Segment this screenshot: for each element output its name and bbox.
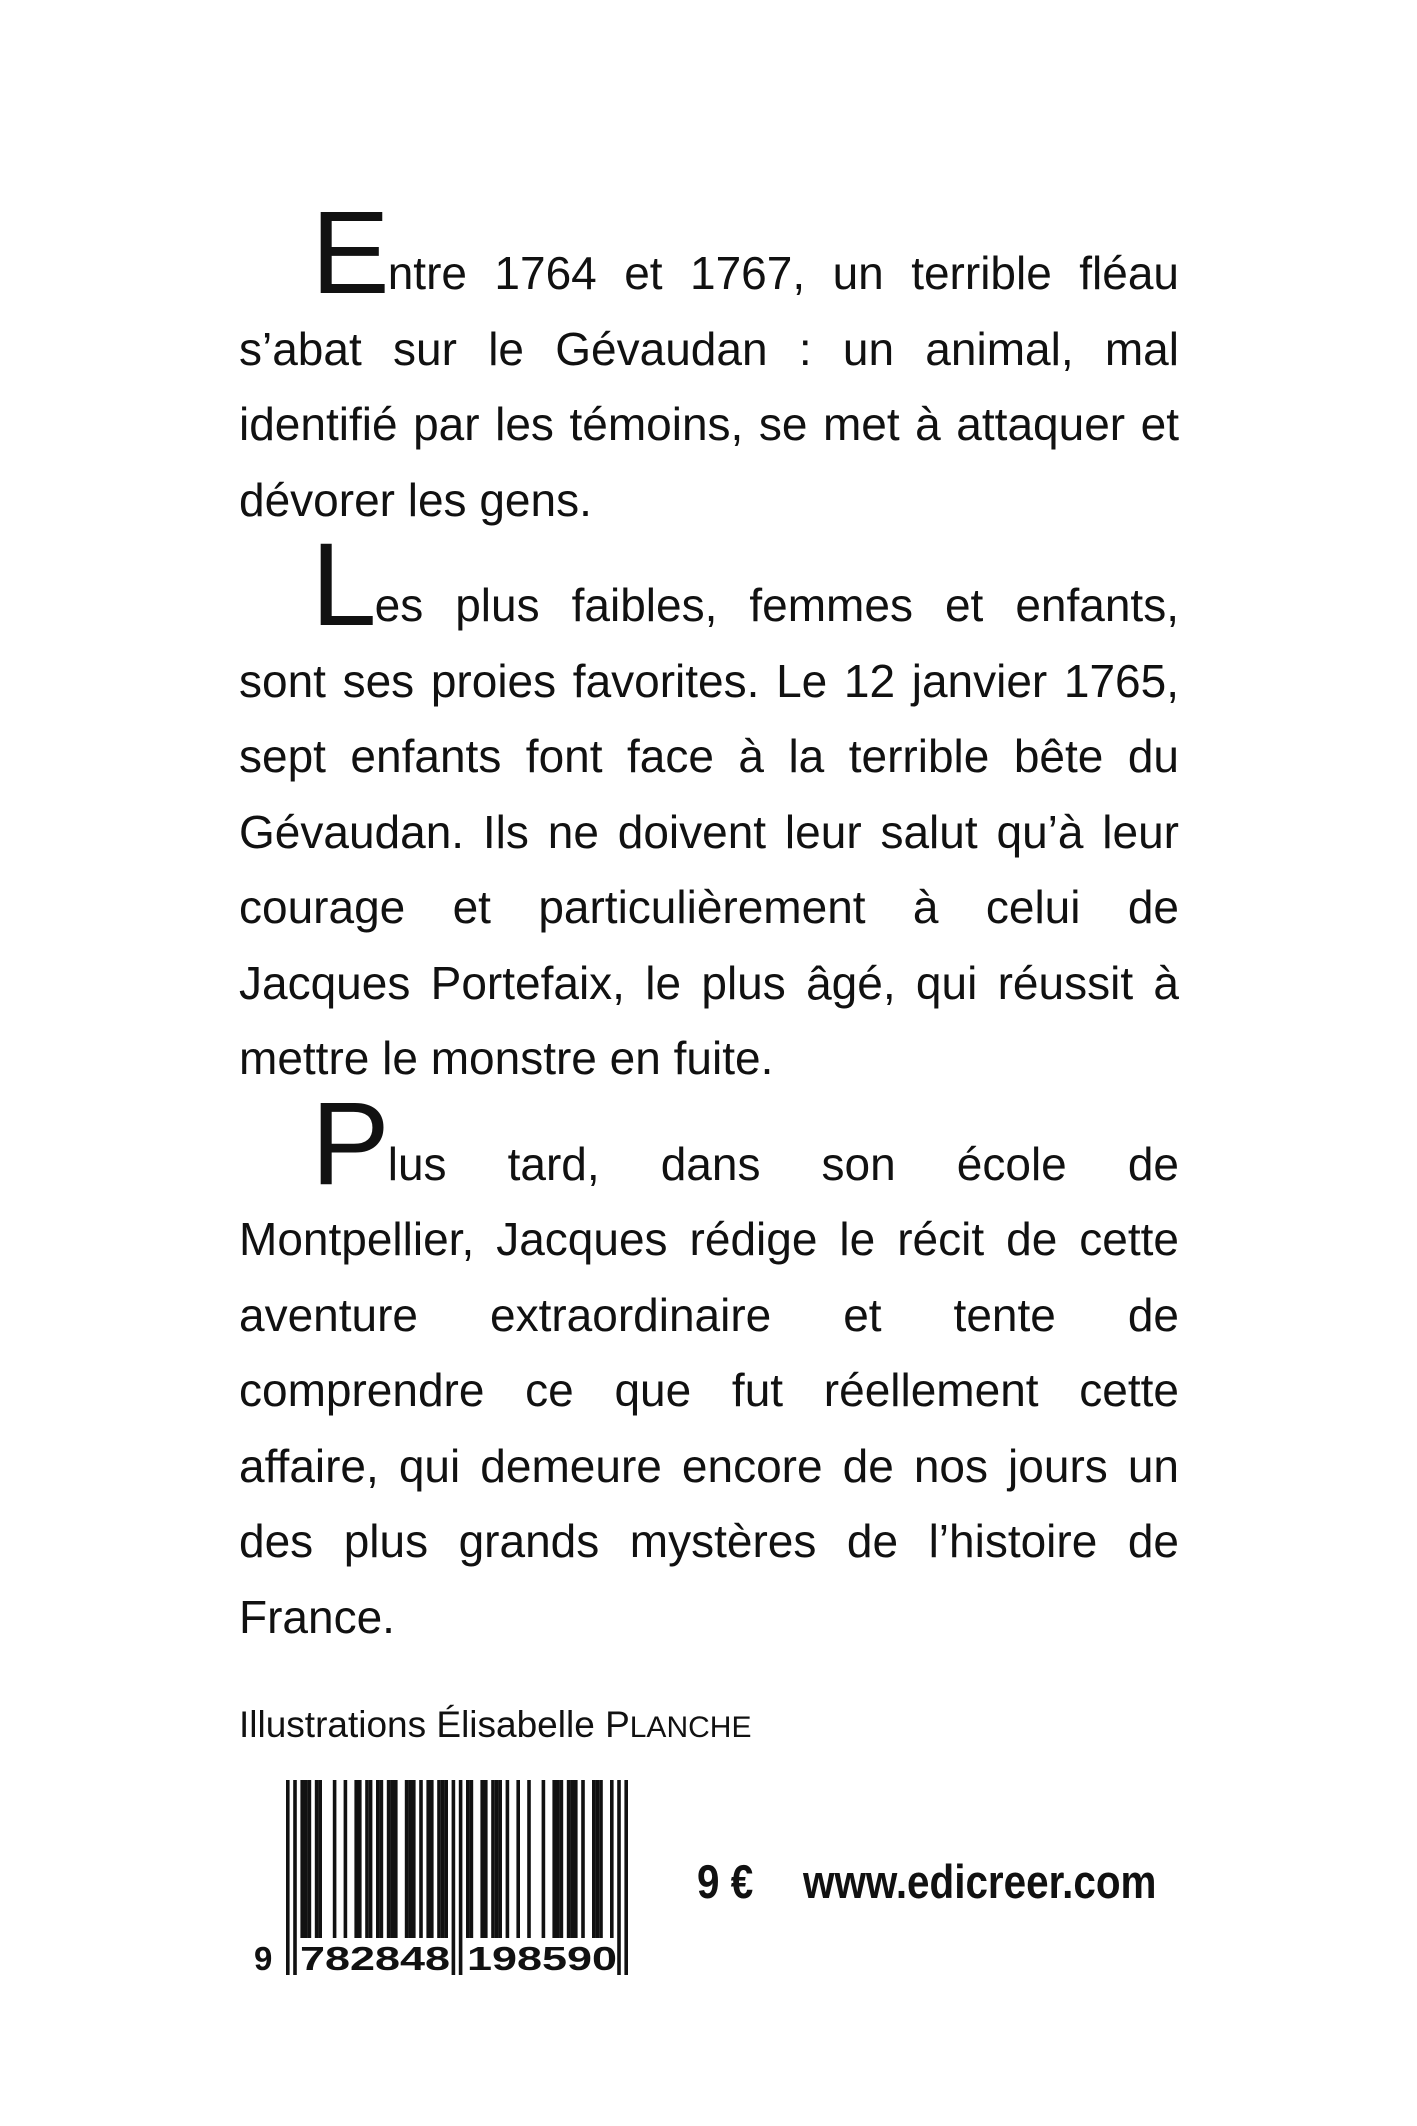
barcode-bar	[570, 1780, 574, 1938]
barcode-bar	[542, 1780, 546, 1938]
barcode-bar	[437, 1780, 441, 1938]
isbn-barcode	[250, 1780, 666, 1975]
barcode-bar	[441, 1780, 445, 1938]
barcode-bar	[358, 1780, 362, 1938]
barcode-bar	[552, 1780, 556, 1938]
barcode-bar	[344, 1780, 348, 1938]
barcode-bar	[527, 1780, 531, 1938]
illustrator-credit: Illustrations Élisabelle PLANCHE	[239, 1704, 752, 1745]
barcode-bar	[495, 1780, 499, 1938]
barcode-bar	[617, 1780, 621, 1975]
barcode-bar	[599, 1780, 603, 1938]
barcode-first-digit: 9	[254, 1940, 273, 1975]
barcode-bar	[412, 1780, 416, 1938]
barcode-bar	[596, 1780, 600, 1938]
barcode-bar	[304, 1780, 308, 1938]
barcode-bar	[610, 1780, 614, 1938]
barcode-right-digits: 198590	[467, 1940, 617, 1975]
barcode-bar	[498, 1780, 502, 1938]
paragraph-2	[239, 519, 1179, 1097]
barcode-bar	[466, 1780, 470, 1938]
price: 9 €	[697, 1855, 754, 1908]
barcode-bar	[376, 1780, 380, 1938]
barcode-bar	[426, 1780, 430, 1938]
barcode-bar	[480, 1780, 484, 1938]
barcode-bar	[506, 1780, 510, 1938]
barcode-bar	[387, 1780, 391, 1938]
barcode-bar	[394, 1780, 398, 1938]
barcode-bar	[369, 1780, 373, 1938]
barcode-bar	[405, 1780, 409, 1938]
paragraph-text: lus tard, dans son école de Montpellier, Jacques rédige le récit de cette aventure extraordinaire et tente de comprendre ce que fut réellement cette affaire, qui demeure encore de nos jours un des plus grands mystères de l’histoire de France.	[239, 1137, 1179, 1643]
barcode-bar	[390, 1780, 394, 1938]
drop-cap: E	[311, 187, 388, 319]
barcode-bar	[300, 1780, 304, 1938]
back-cover-text	[239, 187, 1179, 1685]
barcode-bar	[354, 1780, 358, 1938]
barcode-bar	[581, 1780, 585, 1938]
drop-cap: P	[311, 1077, 388, 1210]
barcode-bar	[574, 1780, 578, 1938]
barcode-bar	[419, 1780, 423, 1938]
barcode-bar	[459, 1780, 463, 1975]
paragraph-3	[239, 1077, 1179, 1656]
barcode-bar	[567, 1780, 571, 1938]
barcode-bar	[286, 1780, 290, 1975]
barcode-bar	[491, 1780, 495, 1938]
barcode-bar	[624, 1780, 628, 1975]
paragraph-text: ntre 1764 et 1767, un terrible fléau s’abat sur le Gévaudan : un animal, mal identifié par les témoins, se met à attaquer et dévorer les gens.	[239, 247, 1179, 526]
drop-cap: L	[311, 519, 375, 651]
website-url[interactable]: www.edicreer.com	[803, 1855, 1157, 1908]
barcode-bar	[318, 1780, 322, 1938]
barcode-bar	[408, 1780, 412, 1938]
barcode-bar	[430, 1780, 434, 1938]
barcode-bar	[452, 1780, 456, 1975]
barcode-bar	[380, 1780, 384, 1938]
barcode-bar	[333, 1780, 337, 1938]
paragraph-1	[239, 187, 1179, 538]
barcode-bar	[516, 1780, 520, 1938]
barcode-bar	[365, 1780, 369, 1938]
barcode-bar	[560, 1780, 564, 1938]
paragraph-text: es plus faibles, femmes et enfants, sont ses proies favorites. Le 12 janvier 1765, sept enfants font face à la terrible bête du Gévaudan. Ils ne doivent leur salut qu’à leur courage et particulièrement à celui de Jacques Portefaix, le plus âgé, qui réussit à mettre le monstre en fuite.	[239, 579, 1179, 1084]
barcode-bar	[293, 1780, 297, 1975]
barcode-bar	[556, 1780, 560, 1938]
barcode-bar	[592, 1780, 596, 1938]
barcode-bar	[484, 1780, 488, 1938]
barcode-bar	[315, 1780, 319, 1938]
barcode-bar	[470, 1780, 474, 1938]
barcode-left-digits: 782848	[300, 1940, 450, 1975]
barcode-bar	[444, 1780, 448, 1938]
barcode-bar	[308, 1780, 312, 1938]
barcode-graphic	[250, 1780, 666, 1975]
